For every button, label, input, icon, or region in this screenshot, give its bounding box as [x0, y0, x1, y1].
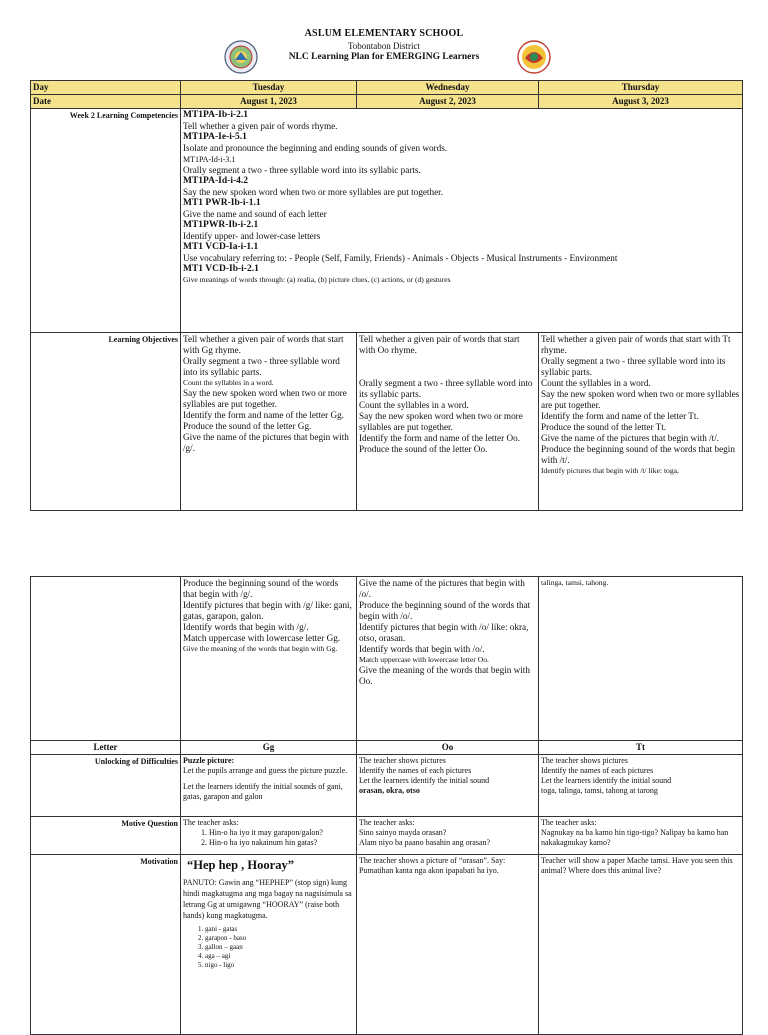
motivation-item: 3. gallon – gaan: [205, 943, 354, 952]
unlocking-wednesday: [357, 755, 539, 817]
letter-label: Letter: [31, 741, 181, 755]
competency-code: MT1 PWR-Ib-i-1.1: [183, 198, 261, 208]
date-tuesday: August 1, 2023: [181, 95, 357, 109]
competency-code: MT1PA-Id-i-4.2: [183, 176, 248, 186]
motivation-wednesday: The teacher shows a picture of “orasan”. Say: Pumatihan kanta nga akon ipapabati ha iyo.: [357, 855, 539, 1035]
plan-title: NLC Learning Plan for EMERGING Learners: [288, 52, 480, 62]
motive-item: 1. Hin-o ha iyo it may garapon/galon?: [209, 828, 354, 838]
motive-row: [31, 817, 743, 855]
objective-item: Give the meaning of the words that begin with Oo.: [359, 665, 530, 686]
date-label: Date: [31, 95, 181, 109]
objective-item: Identify words that begin with /g/.: [183, 622, 309, 632]
unlocking-item: toga, talinga, tamsi, tahong at tarong: [541, 786, 658, 795]
motivation-list: [183, 925, 354, 970]
objective-item: Match uppercase with lowercase letter Gg.: [183, 633, 341, 643]
competencies-cell: [181, 109, 743, 333]
date-row: [31, 95, 743, 109]
objective-item: Say the new spoken word when two or more syllables are put together.: [359, 411, 523, 432]
motive-item: Sino sainyo mayda orasan?: [359, 828, 447, 837]
objectives-cont-thursday: [539, 577, 743, 741]
unlocking-item: The teacher shows pictures: [359, 756, 446, 765]
unlocking-item: Identify the names of each pictures: [359, 766, 472, 775]
letter-thursday: Tt: [539, 741, 743, 755]
objectives-continued-row: [31, 577, 743, 741]
day-row: [31, 81, 743, 95]
unlocking-item: orasan, okra, otso: [359, 786, 420, 795]
objectives-continued-label: [31, 577, 181, 741]
objective-item: Produce the beginning sound of the words that begin with /o/.: [359, 600, 531, 621]
competency-code: MT1PA-Ib-i-2.1: [183, 110, 248, 120]
unlocking-item: Let the pupils arrange and guess the picture puzzle.: [183, 766, 348, 775]
objective-item: Count the syllables in a word.: [359, 400, 469, 410]
competency-code: MT1 VCD-Ib-i-2.1: [183, 264, 259, 274]
competency-code: MT1PA-Ie-i-5.1: [183, 132, 247, 142]
competency-code: MT1PWR-Ib-i-2.1: [183, 220, 259, 230]
motivation-instructions: PANUTO: Gawin ang “HEPHEP” (stop sign) kung hindi magkatugma ang mga bagay na nagsisimula sa letrang Gg at umigawng “HOORAY” (raise both hands) kung magkatugma.: [183, 878, 352, 920]
unlocking-item: Let the learners identify the initial sound: [359, 776, 490, 785]
motive-tuesday: [181, 817, 357, 855]
unlocking-thursday: [539, 755, 743, 817]
motive-wednesday: [357, 817, 539, 855]
unlocking-item: The teacher shows pictures: [541, 756, 628, 765]
motivation-title: “Hep hep , Hooray”: [187, 858, 294, 872]
objective-item: Identify the form and name of the letter Tt.: [541, 411, 699, 421]
lesson-plan-table-page1: [30, 80, 743, 511]
objective-item: Count the syllables in a word.: [183, 378, 274, 387]
objective-item: Tell whether a given pair of words that start with Oo rhyme.: [359, 334, 520, 355]
motive-item: Alam niyo ba paano basahin ang orasan?: [359, 838, 491, 847]
objective-item: Tell whether a given pair of words that start with Tt rhyme.: [541, 334, 731, 355]
document-header: [0, 28, 768, 62]
competency-text: Give the name and sound of each letter: [183, 209, 327, 219]
competencies-row: [31, 109, 743, 333]
motive-label: Motive Question: [31, 817, 181, 855]
unlocking-tuesday: [181, 755, 357, 817]
objective-item: Say the new spoken word when two or more syllables are put together.: [183, 388, 347, 409]
competencies-label: Week 2 Learning Competencies: [31, 109, 181, 333]
objectives-thursday: [539, 333, 743, 511]
deped-seal-icon: [517, 40, 551, 74]
motive-list: [183, 828, 354, 848]
motivation-row: [31, 855, 743, 1035]
motivation-item: 1. gani - gatas: [205, 925, 354, 934]
objective-item: Identify pictures that begin with /t/ like: toga,: [541, 466, 679, 475]
day-wednesday: Wednesday: [357, 81, 539, 95]
objective-item: Produce the sound of the letter Tt.: [541, 422, 667, 432]
unlocking-item: Let the learners identify the initial sounds of gani, gatas, garapon and galon: [183, 782, 343, 801]
competency-text: Isolate and pronounce the beginning and ending sounds of given words.: [183, 143, 448, 153]
unlocking-item: Identify the names of each pictures: [541, 766, 654, 775]
unlocking-item: Let the learners identify the initial sound: [541, 776, 672, 785]
lesson-plan-table-page2: [30, 576, 743, 1035]
unlocking-row: [31, 755, 743, 817]
objective-item: Orally segment a two - three syllable word into its syllabic parts.: [183, 356, 340, 377]
objective-item: Tell whether a given pair of words that start with Gg rhyme.: [183, 334, 344, 355]
unlocking-label: Unlocking of Difficulties: [31, 755, 181, 817]
objective-item: Orally segment a two - three syllable word into its syllabic parts.: [359, 378, 533, 399]
objective-item: Give the meaning of the words that begin with Gg.: [183, 644, 338, 653]
school-name: ASLUM ELEMENTARY SCHOOL: [304, 28, 464, 39]
objective-item: Identify the form and name of the letter Gg.: [183, 410, 344, 420]
motivation-item: 2. garapon - baso: [205, 934, 354, 943]
unlocking-title: Puzzle picture:: [183, 756, 235, 765]
motivation-label: Motivation: [31, 855, 181, 1035]
motivation-item: 4. aga – agi: [205, 952, 354, 961]
school-seal-icon: [224, 40, 258, 74]
objective-item: Produce the sound of the letter Oo.: [359, 444, 488, 454]
motive-thursday: [539, 817, 743, 855]
letter-wednesday: Oo: [357, 741, 539, 755]
objectives-cont-tuesday: [181, 577, 357, 741]
objectives-wednesday: [357, 333, 539, 511]
objective-item: Identify pictures that begin with /g/ like: gani, gatas, garapon, galon.: [183, 600, 352, 621]
competency-text: Orally segment a two - three syllable word into its syllabic parts.: [183, 165, 421, 175]
objective-item: Produce the beginning sound of the words that begin with /t/.: [541, 444, 735, 465]
district-name: Tobontabon District: [347, 41, 421, 51]
objective-item: Produce the sound of the letter Gg.: [183, 421, 312, 431]
competency-text: Say the new spoken word when two or more syllables are put together.: [183, 187, 443, 197]
objective-item: Match uppercase with lowercase letter Oo.: [359, 655, 489, 664]
competency-text: Tell whether a given pair of words rhyme.: [183, 121, 338, 131]
motive-item: The teacher asks:: [359, 818, 415, 827]
motive-item: The teacher asks:: [541, 818, 597, 827]
competency-text: Use vocabulary referring to: - People (Self, Family, Friends) - Animals - Objects - Musical Instruments - Environment: [183, 253, 618, 263]
day-label: Day: [31, 81, 181, 95]
day-thursday: Thursday: [539, 81, 743, 95]
competency-text: Give meanings of words through: (a) realia, (b) picture clues, (c) actions, or (d) gestures: [183, 275, 451, 284]
objectives-tuesday: [181, 333, 357, 511]
day-tuesday: Tuesday: [181, 81, 357, 95]
objective-item: Identify the form and name of the letter Oo.: [359, 433, 520, 443]
date-wednesday: August 2, 2023: [357, 95, 539, 109]
competency-text: Identify upper- and lower-case letters: [183, 231, 321, 241]
competency-code: MT1 VCD-Ia-i-1.1: [183, 242, 259, 252]
motive-item: Nagnukay na ba kamo hin tigo-tigo? Nalipay ba kamo han nakakagnukay kamo?: [541, 828, 729, 847]
objective-item: Give the name of the pictures that begin with /g/.: [183, 432, 349, 453]
letter-row: [31, 741, 743, 755]
objective-item: Give the name of the pictures that begin with /t/.: [541, 433, 720, 443]
objective-item: Give the name of the pictures that begin with /o/.: [359, 578, 525, 599]
competency-code: MT1PA-Id-i-3.1: [183, 155, 236, 164]
objectives-row: [31, 333, 743, 511]
objective-item: Produce the beginning sound of the words that begin with /g/.: [183, 578, 339, 599]
date-thursday: August 3, 2023: [539, 95, 743, 109]
motive-item: 2. Hin-o ha iyo nakainum hin gatas?: [209, 838, 354, 848]
objective-item: Say the new spoken word when two or more syllables are put together.: [541, 389, 740, 410]
letter-tuesday: Gg: [181, 741, 357, 755]
motivation-thursday: Teacher will show a paper Mache tamsi. Have you seen this animal? Where does this animal live?: [539, 855, 743, 1035]
objective-item: Count the syllables in a word.: [541, 378, 651, 388]
objective-item: Orally segment a two - three syllable word into its syllabic parts.: [541, 356, 726, 377]
motivation-item: 5. nigo - ligo: [205, 961, 354, 970]
motive-intro: The teacher asks:: [183, 818, 239, 827]
objectives-label: Learning Objectives: [31, 333, 181, 511]
motivation-tuesday: [181, 855, 357, 1035]
objective-spacer: [359, 356, 536, 378]
objective-item: Identify pictures that begin with /o/ like: okra, otso, orasan.: [359, 622, 529, 643]
objective-item: Identify words that begin with /o/.: [359, 644, 485, 654]
objectives-cont-wednesday: [357, 577, 539, 741]
objective-item: talinga, tamsi, tahong.: [541, 578, 609, 587]
